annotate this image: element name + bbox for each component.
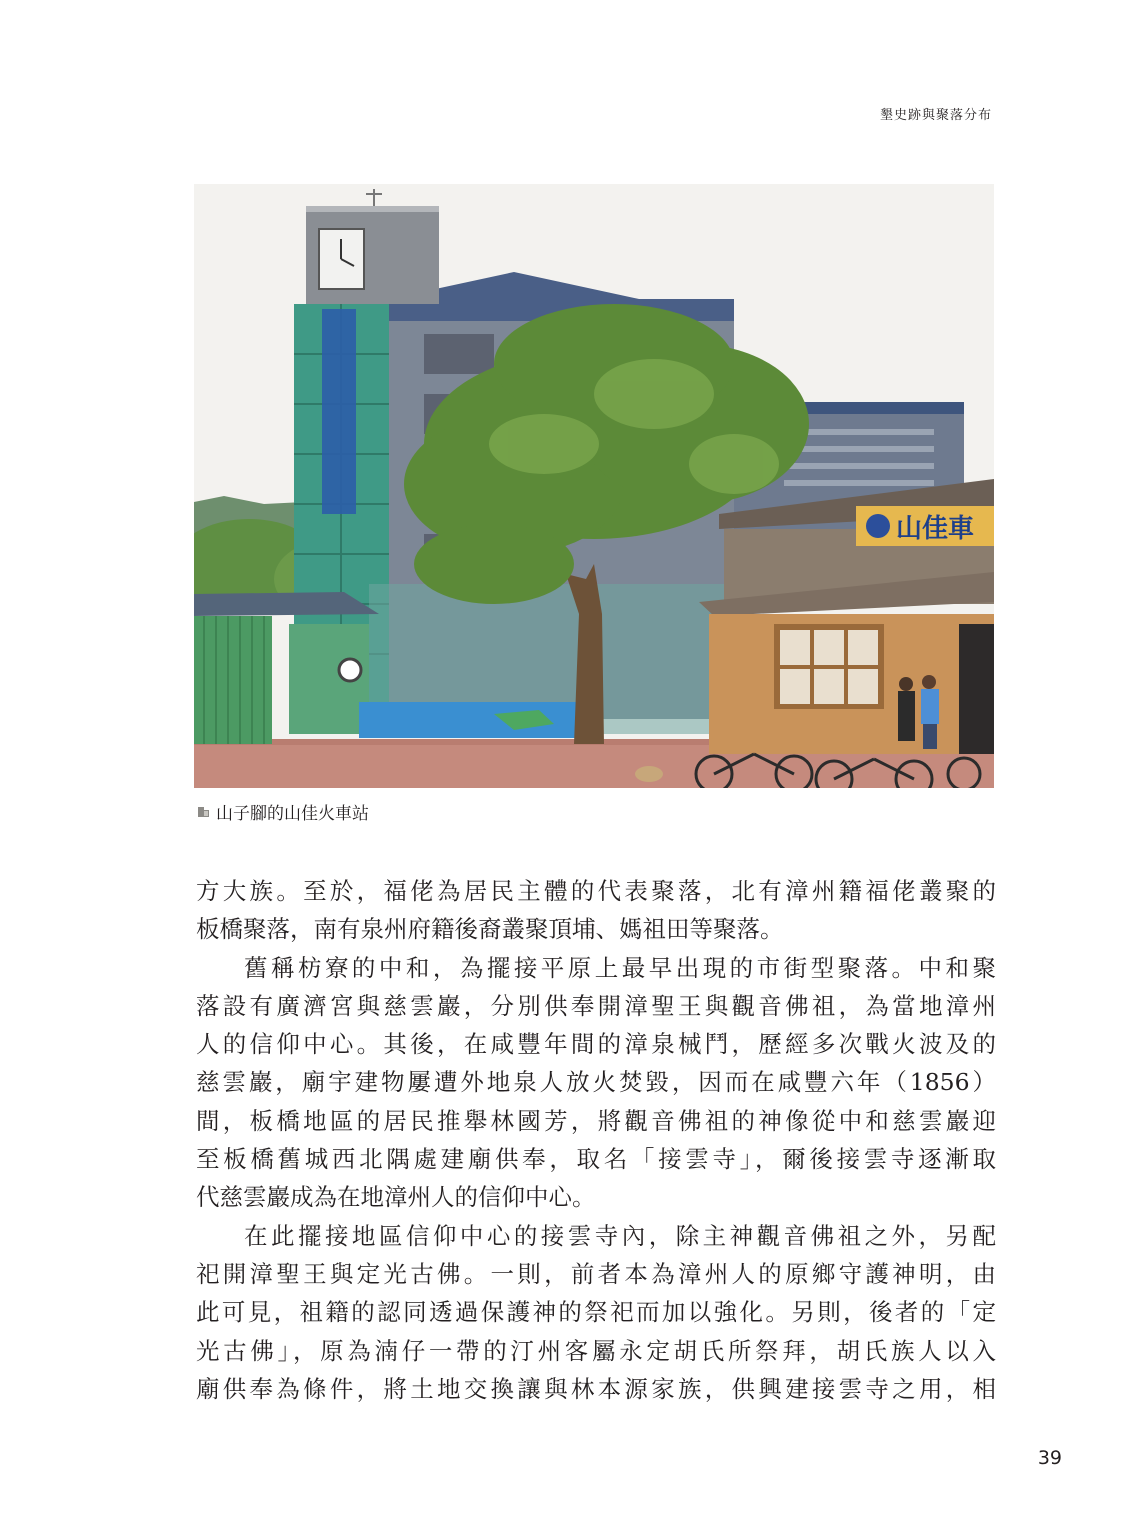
text-line: 板橋聚落，南有泉州府籍後裔叢聚頂埔、媽祖田等聚落。 — [196, 915, 784, 944]
text-line: 方大族。至於，福佬為居民主體的代表聚落，北有漳州籍福佬叢聚的 — [196, 877, 996, 905]
text-line: 此可見，祖籍的認同透過保護神的祭祀而加以強化。另則，後者的「定 — [196, 1298, 996, 1327]
paragraph-2 — [196, 949, 996, 1217]
text-line: 間，板橋地區的居民推舉林國芳，將觀音佛祖的神像從中和慈雲巖迎 — [196, 1106, 996, 1135]
caption-bullet-icon — [198, 806, 210, 818]
page-number: 39 — [1037, 1447, 1062, 1469]
station-photo — [194, 184, 994, 788]
caption-text: 山子腳的山佳火車站 — [216, 804, 369, 824]
text-line: 至板橋舊城西北隅處建廟供奉，取名「接雲寺」，爾後接雲寺逐漸取 — [196, 1145, 996, 1174]
text-line: 慈雲巖，廟宇建物屢遭外地泉人放火焚毀，因而在咸豐六年（1856） — [196, 1068, 996, 1097]
text-line: 光古佛」，原為湳仔一帶的汀州客屬永定胡氏所祭拜，胡氏族人以入 — [196, 1336, 996, 1365]
running-header: 墾史跡與聚落分布 — [879, 108, 992, 123]
figure-caption — [198, 799, 369, 824]
text-line: 代慈雲巖成為在地漳州人的信仰中心。 — [196, 1183, 596, 1212]
text-line: 人的信仰中心。其後，在咸豐年間的漳泉械鬥，歷經多次戰火波及的 — [196, 1030, 996, 1059]
paragraph-1 — [196, 872, 996, 949]
text-line: 在此擺接地區信仰中心的接雲寺內，除主神觀音佛祖之外，另配 — [244, 1221, 996, 1250]
text-line: 舊稱枋寮的中和，為擺接平原上最早出現的市街型聚落。中和聚 — [244, 953, 996, 982]
body-text — [196, 872, 996, 1408]
text-line: 廟供奉為條件，將土地交換讓與林本源家族，供興建接雲寺之用，相 — [196, 1374, 996, 1403]
paragraph-3 — [196, 1217, 996, 1408]
text-line: 祀開漳聖王與定光古佛。一則，前者本為漳州人的原鄉守護神明，由 — [196, 1259, 996, 1288]
text-line: 落設有廣濟宮與慈雲巖，分別供奉開漳聖王與觀音佛祖，為當地漳州 — [196, 991, 996, 1020]
station-sign-text: 山佳車 — [896, 514, 975, 544]
